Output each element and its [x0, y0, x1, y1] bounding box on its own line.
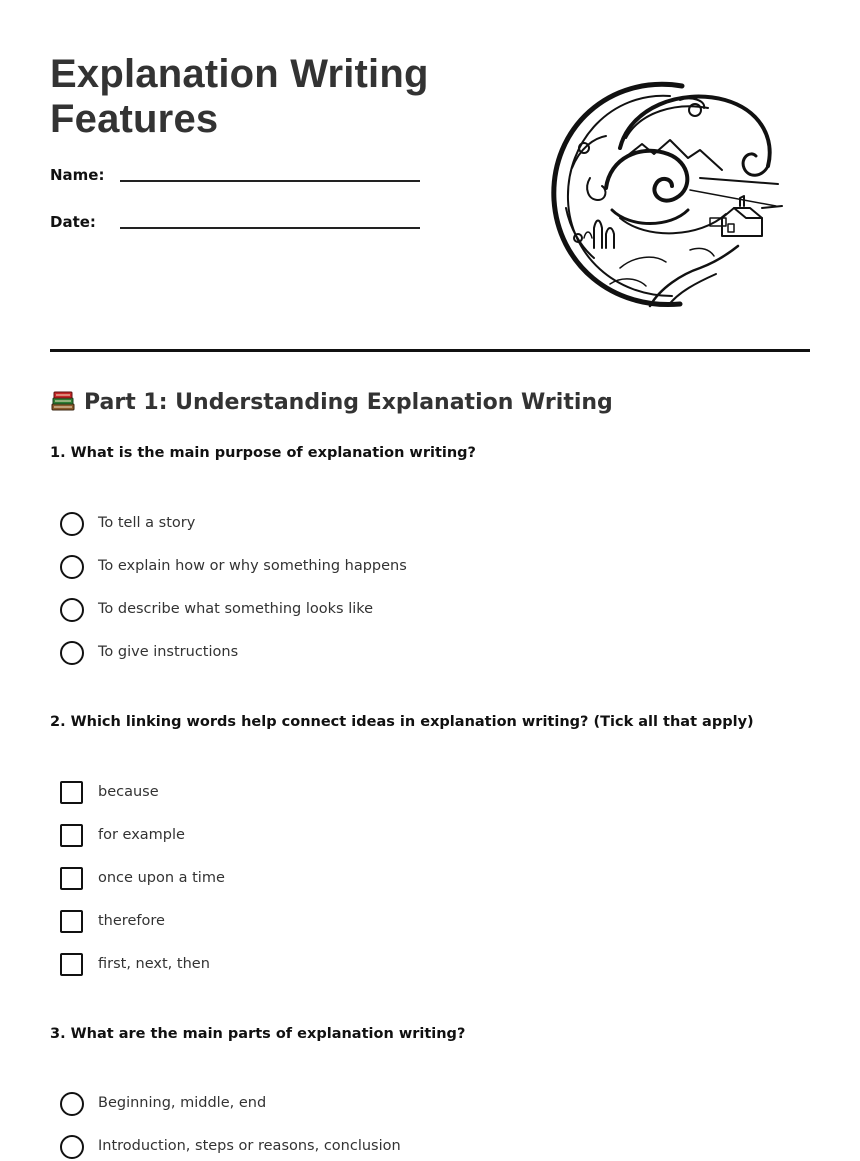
radio-button[interactable]: [60, 598, 84, 622]
wave-landscape-logo-icon: [550, 78, 786, 310]
date-label: Date:: [50, 213, 96, 231]
name-label: Name:: [50, 166, 105, 184]
worksheet-title: Explanation Writing Features: [50, 52, 429, 141]
books-icon: [50, 388, 76, 414]
section-divider: [50, 349, 810, 352]
option-label: for example: [98, 827, 185, 843]
option-label: To explain how or why something happens: [98, 558, 407, 574]
option-label: To give instructions: [98, 644, 239, 660]
option-label: therefore: [98, 913, 165, 929]
name-field: [50, 166, 420, 196]
option-label: To tell a story: [98, 515, 196, 531]
checkbox[interactable]: [60, 824, 83, 847]
radio-button[interactable]: [60, 512, 84, 536]
option-label: first, next, then: [98, 956, 210, 972]
option-label: To describe what something looks like: [98, 601, 374, 617]
radio-button[interactable]: [60, 641, 84, 665]
date-write-line[interactable]: [120, 227, 420, 229]
checkbox[interactable]: [60, 867, 83, 890]
checkbox[interactable]: [60, 781, 83, 804]
question-3: 3. What are the main parts of explanation writing?: [50, 1026, 466, 1042]
option-label: Beginning, middle, end: [98, 1095, 267, 1111]
name-write-line[interactable]: [120, 180, 420, 182]
question-1: 1. What is the main purpose of explanation writing?: [50, 445, 476, 461]
option-label: Introduction, steps or reasons, conclusion: [98, 1138, 401, 1154]
radio-button[interactable]: [60, 1135, 84, 1159]
checkbox[interactable]: [60, 953, 83, 976]
part-1-heading: [50, 388, 613, 415]
date-field: [50, 213, 420, 243]
checkbox[interactable]: [60, 910, 83, 933]
option-label: once upon a time: [98, 870, 225, 886]
radio-button[interactable]: [60, 555, 84, 579]
question-2: 2. Which linking words help connect ideas in explanation writing? (Tick all that apply): [50, 714, 754, 730]
radio-button[interactable]: [60, 1092, 84, 1116]
part-1-heading-text: Part 1: Understanding Explanation Writing: [84, 390, 613, 415]
option-label: because: [98, 784, 159, 800]
